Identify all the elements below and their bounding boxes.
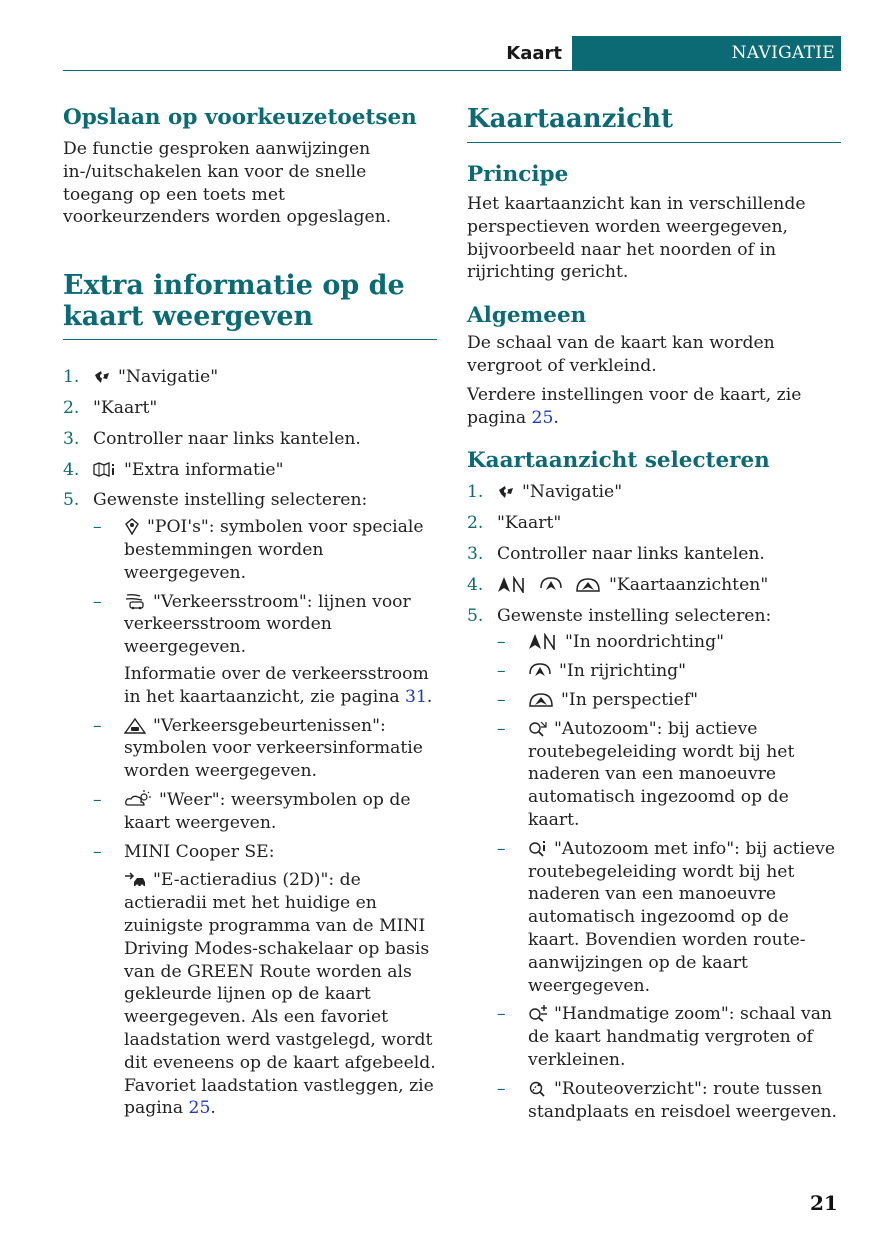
heading-principe: Principe (467, 162, 569, 187)
step-number: 2. (63, 397, 80, 418)
traffic-event-icon (124, 718, 146, 734)
header-rule (63, 70, 841, 71)
page-link-31[interactable]: 31 (405, 686, 427, 707)
step-1 (467, 481, 841, 504)
heading-up-icon (539, 576, 563, 593)
option-text: "Autozoom": bij actieve routebegeleiding wordt bij het naderen van een manoeuvre automatisch ingezoomd op de kaart. (528, 718, 795, 830)
poi-icon (124, 518, 140, 535)
option-text: "Verkeersgebeurtenissen": symbolen voor verkeersinformatie worden weergegeven. (124, 715, 423, 782)
step-4 (63, 459, 437, 482)
steps-kaartaanzicht (467, 481, 841, 1123)
dash: – (497, 661, 506, 682)
step-text: Controller naar links kantelen. (497, 543, 765, 564)
step-number: 5. (467, 605, 484, 626)
step-2 (63, 397, 437, 420)
step-text: Gewenste instelling selecteren: (497, 605, 772, 626)
step-text: "Extra informatie" (124, 459, 284, 480)
option-routeoverzicht (497, 1078, 841, 1124)
paragraph-principe: Het kaartaanzicht kan in verschillende perspectieven worden weergegeven, bijvoorbeeld naar het noorden of in rijrichting gericht. (467, 194, 806, 283)
option-verkeersgebeurtenissen (93, 715, 437, 783)
weather-icon (124, 790, 152, 808)
right-column (467, 104, 841, 1131)
steps-extra-informatie (63, 366, 437, 1120)
heading-algemeen: Algemeen (467, 303, 587, 329)
dash: – (93, 789, 102, 810)
option-autozoom (497, 718, 841, 832)
verkeersstroom-info: Informatie over de verkeersstroom in het kaartaanzicht, zie pagina 31. (124, 663, 433, 707)
options-list (497, 631, 841, 1123)
navigation-icon (93, 369, 111, 385)
dash: – (497, 632, 506, 653)
option-text: "Weer": weersymbolen op de kaart weergeven. (124, 789, 411, 833)
dash: – (93, 517, 102, 538)
step-text: "Kaart" (93, 397, 158, 418)
step-number: 2. (467, 513, 484, 534)
option-text: "In perspectief" (561, 689, 699, 710)
option-text: "POI's": symbolen voor speciale bestemmingen worden weergegeven. (124, 517, 424, 583)
paragraph-algemeen-1: De schaal van de kaart kan worden vergroot of verkleind. (467, 333, 775, 376)
option-noordrichting (497, 631, 841, 654)
navigation-icon (497, 484, 515, 500)
option-handmatige-zoom (497, 1003, 841, 1071)
manual-zoom-icon (528, 1005, 548, 1022)
step-number: 1. (467, 482, 484, 503)
option-mini-cooper-se (93, 841, 437, 1121)
paragraph-algemeen-2: Verdere instellingen voor de kaart, zie pagina 25. (467, 384, 802, 428)
route-overview-icon (528, 1080, 548, 1097)
step-4 (467, 574, 841, 597)
heading-up-icon (528, 662, 552, 679)
option-pois (93, 516, 437, 584)
step-text: "Kaart" (497, 513, 562, 534)
option-text: "Verkeersstroom": lijnen voor verkeersstroom worden weergegeven. (124, 591, 411, 658)
step-5 (467, 605, 841, 1124)
perspective-icon (575, 576, 601, 593)
step-2 (467, 512, 841, 535)
dash: – (497, 1004, 506, 1025)
page-link-25[interactable]: 25 (531, 407, 554, 428)
step-text: "Kaartaanzichten" (609, 574, 769, 595)
paragraph-opslaan: De functie gesproken aanwijzingen in-/uitschakelen kan voor de snelle toegang op een toets met voorkeurzenders worden opgeslagen. (63, 139, 392, 228)
option-text: "Autozoom met info": bij actieve routebegeleiding wordt bij het naderen van een manoeuvre automatisch ingezoomd op de kaart. Bovendien worden route-aanwijzingen op de kaart weergegeven. (528, 838, 836, 996)
dash: – (93, 591, 102, 612)
heading-kaartaanzicht: Kaartaanzicht (467, 104, 841, 143)
step-text: Controller naar links kantelen. (93, 428, 361, 449)
option-rijrichting (497, 660, 841, 683)
header-chapter-tab: NAVIGATIE (572, 36, 841, 70)
options-list (93, 516, 437, 1120)
option-autozoom-info (497, 838, 841, 998)
option-text: MINI Cooper SE: (124, 841, 275, 862)
dash: – (497, 1078, 506, 1099)
e-actieradius-text: "E-actieradius (2D)": de actieradii met het huidige en zuinigste programma van de MINI Driving Modes-schakelaar op basis van de GREEN Route worden als gekleurde lijnen op de kaart weergegeven. Als een favoriet laadstation werd vastgelegd, wordt dit eveneens op de kaart afgebeeld. Favoriet laadstation vastleggen, zie pagina 25. (124, 870, 436, 1119)
step-number: 5. (63, 490, 80, 511)
heading-extra-informatie: Extra informatie op de kaart weergeven (63, 270, 437, 340)
traffic-flow-icon (124, 593, 146, 610)
option-verkeersstroom (93, 591, 437, 709)
option-perspectief (497, 689, 841, 712)
option-weer (93, 789, 437, 835)
e-range-icon (124, 872, 146, 888)
page-number: 21 (810, 1191, 838, 1215)
step-number: 4. (63, 459, 80, 480)
option-text: "Handmatige zoom": schaal van de kaart handmatig vergroten of verkleinen. (528, 1004, 833, 1070)
map-info-icon (93, 461, 117, 478)
heading-kaartaanzicht-selecteren: Kaartaanzicht selecteren (467, 448, 770, 474)
step-3 (467, 543, 841, 566)
dash: – (93, 841, 102, 862)
option-text: "In noordrichting" (565, 632, 725, 653)
step-5 (63, 489, 437, 1120)
dash: – (93, 715, 102, 736)
step-3 (63, 428, 437, 451)
autozoom-icon (528, 720, 548, 737)
perspective-icon (528, 691, 554, 708)
step-1 (63, 366, 437, 389)
step-number: 3. (467, 543, 484, 564)
step-number: 3. (63, 428, 80, 449)
dash: – (497, 689, 506, 710)
dash: – (497, 838, 506, 859)
step-text: "Navigatie" (118, 367, 219, 388)
header-section-label: Kaart (506, 42, 562, 64)
north-up-icon (528, 633, 558, 650)
heading-opslaan: Opslaan op voorkeuzetoetsen (63, 105, 417, 130)
left-column (63, 104, 437, 1128)
step-text: Gewenste instelling selecteren: (93, 490, 368, 511)
step-number: 1. (63, 367, 80, 388)
north-up-icon (497, 576, 527, 593)
step-number: 4. (467, 574, 484, 595)
autozoom-info-icon (528, 840, 548, 857)
step-text: "Navigatie" (522, 482, 623, 503)
option-text: "In rijrichting" (559, 661, 687, 682)
dash: – (497, 718, 506, 739)
option-text: "Routeoverzicht": route tussen standplaats en reisdoel weergeven. (528, 1078, 837, 1122)
page-link-25[interactable]: 25 (188, 1098, 211, 1119)
